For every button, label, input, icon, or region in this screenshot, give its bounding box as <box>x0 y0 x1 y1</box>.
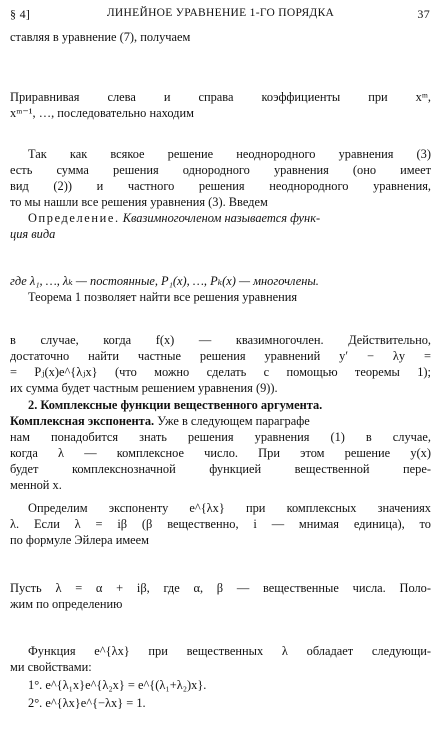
text-line: ставляя в уравнение (7), получаем <box>10 30 191 44</box>
section-title: 2. Комплексные функции вещественного аргумента. <box>28 398 323 412</box>
page-number: 37 <box>417 7 430 21</box>
section-mark: § 4] <box>10 7 31 21</box>
running-title: ЛИНЕЙНОЕ УРАВНЕНИЕ 1-ГО ПОРЯДКА <box>106 7 335 19</box>
property-2: 2°. e^{λx}e^{−λx} = 1. <box>28 696 146 710</box>
text-line: ция вида <box>10 227 56 241</box>
text-span: Уже в следующем параграфе <box>157 414 310 428</box>
section-heading <box>10 397 431 413</box>
text-line: нам понадобится знать решения уравнения (1) в случае, <box>10 430 431 444</box>
text-line: вид (2)) и частного решения неоднородного уравнения, <box>10 179 431 193</box>
text-line: в случае, когда f(x) — квазимногочлен. Действительно, <box>10 333 431 347</box>
text-line: Пусть λ = α + iβ, где α, β — вещественные числа. Поло- <box>10 581 431 595</box>
subsection-title: Комплексная экспонента. <box>10 414 155 428</box>
text-line: xᵐ⁻¹, …, последовательно находим <box>10 106 194 120</box>
text-line: = Pⱼ(x)e^{λⱼx} (что можно сделать с помощью теоремы 1); <box>10 365 431 379</box>
text-line: их сумма будет частным решением уравнения (9)). <box>10 381 278 395</box>
text-line: есть сумма решения однородного уравнения (оно имеет <box>10 163 431 177</box>
text-line: достаточно найти частные решения уравнений y′ − λy = <box>10 349 431 363</box>
definition-text: Квазимногочленом называется функ- <box>122 211 321 225</box>
text-line: где λ₁, …, λₖ — постоянные, P₁(x), …, Pₖ(x) — многочлены. <box>10 274 319 288</box>
definition-line <box>10 210 431 226</box>
text-line: менной x. <box>10 478 62 492</box>
text-line: λ. Если λ = iβ (β вещественно, i — мнимая единица), то <box>10 517 431 531</box>
text-line: Теорема 1 позволяет найти все решения уравнения <box>28 290 298 304</box>
text-line: будет комплекснозначной функцией вещественной пере- <box>10 462 431 476</box>
text-line: жим по определению <box>10 597 123 611</box>
text-line <box>10 413 431 429</box>
running-header <box>0 4 441 26</box>
definition-label: Определение. <box>28 211 120 225</box>
text-line: Так как всякое решение неоднородного уравнения (3) <box>28 147 431 161</box>
text-line: когда λ — комплексное число. При этом решение y(x) <box>10 446 431 460</box>
property-1: 1°. e^{λ₁x}e^{λ₂x} = e^{(λ₁+λ₂)x}. <box>28 678 207 692</box>
text-line: Функция e^{λx} при вещественных λ обладает следующи- <box>28 644 431 658</box>
text-line: ми свойствами: <box>10 660 92 674</box>
text-line: то мы нашли все решения уравнения (3). Введем <box>10 195 268 209</box>
text-line: по формуле Эйлера имеем <box>10 533 150 547</box>
text-line: Определим экспоненту e^{λx} при комплексных значениях <box>28 501 431 515</box>
text-line: Приравнивая слева и справа коэффициенты при xᵐ, <box>10 90 431 104</box>
